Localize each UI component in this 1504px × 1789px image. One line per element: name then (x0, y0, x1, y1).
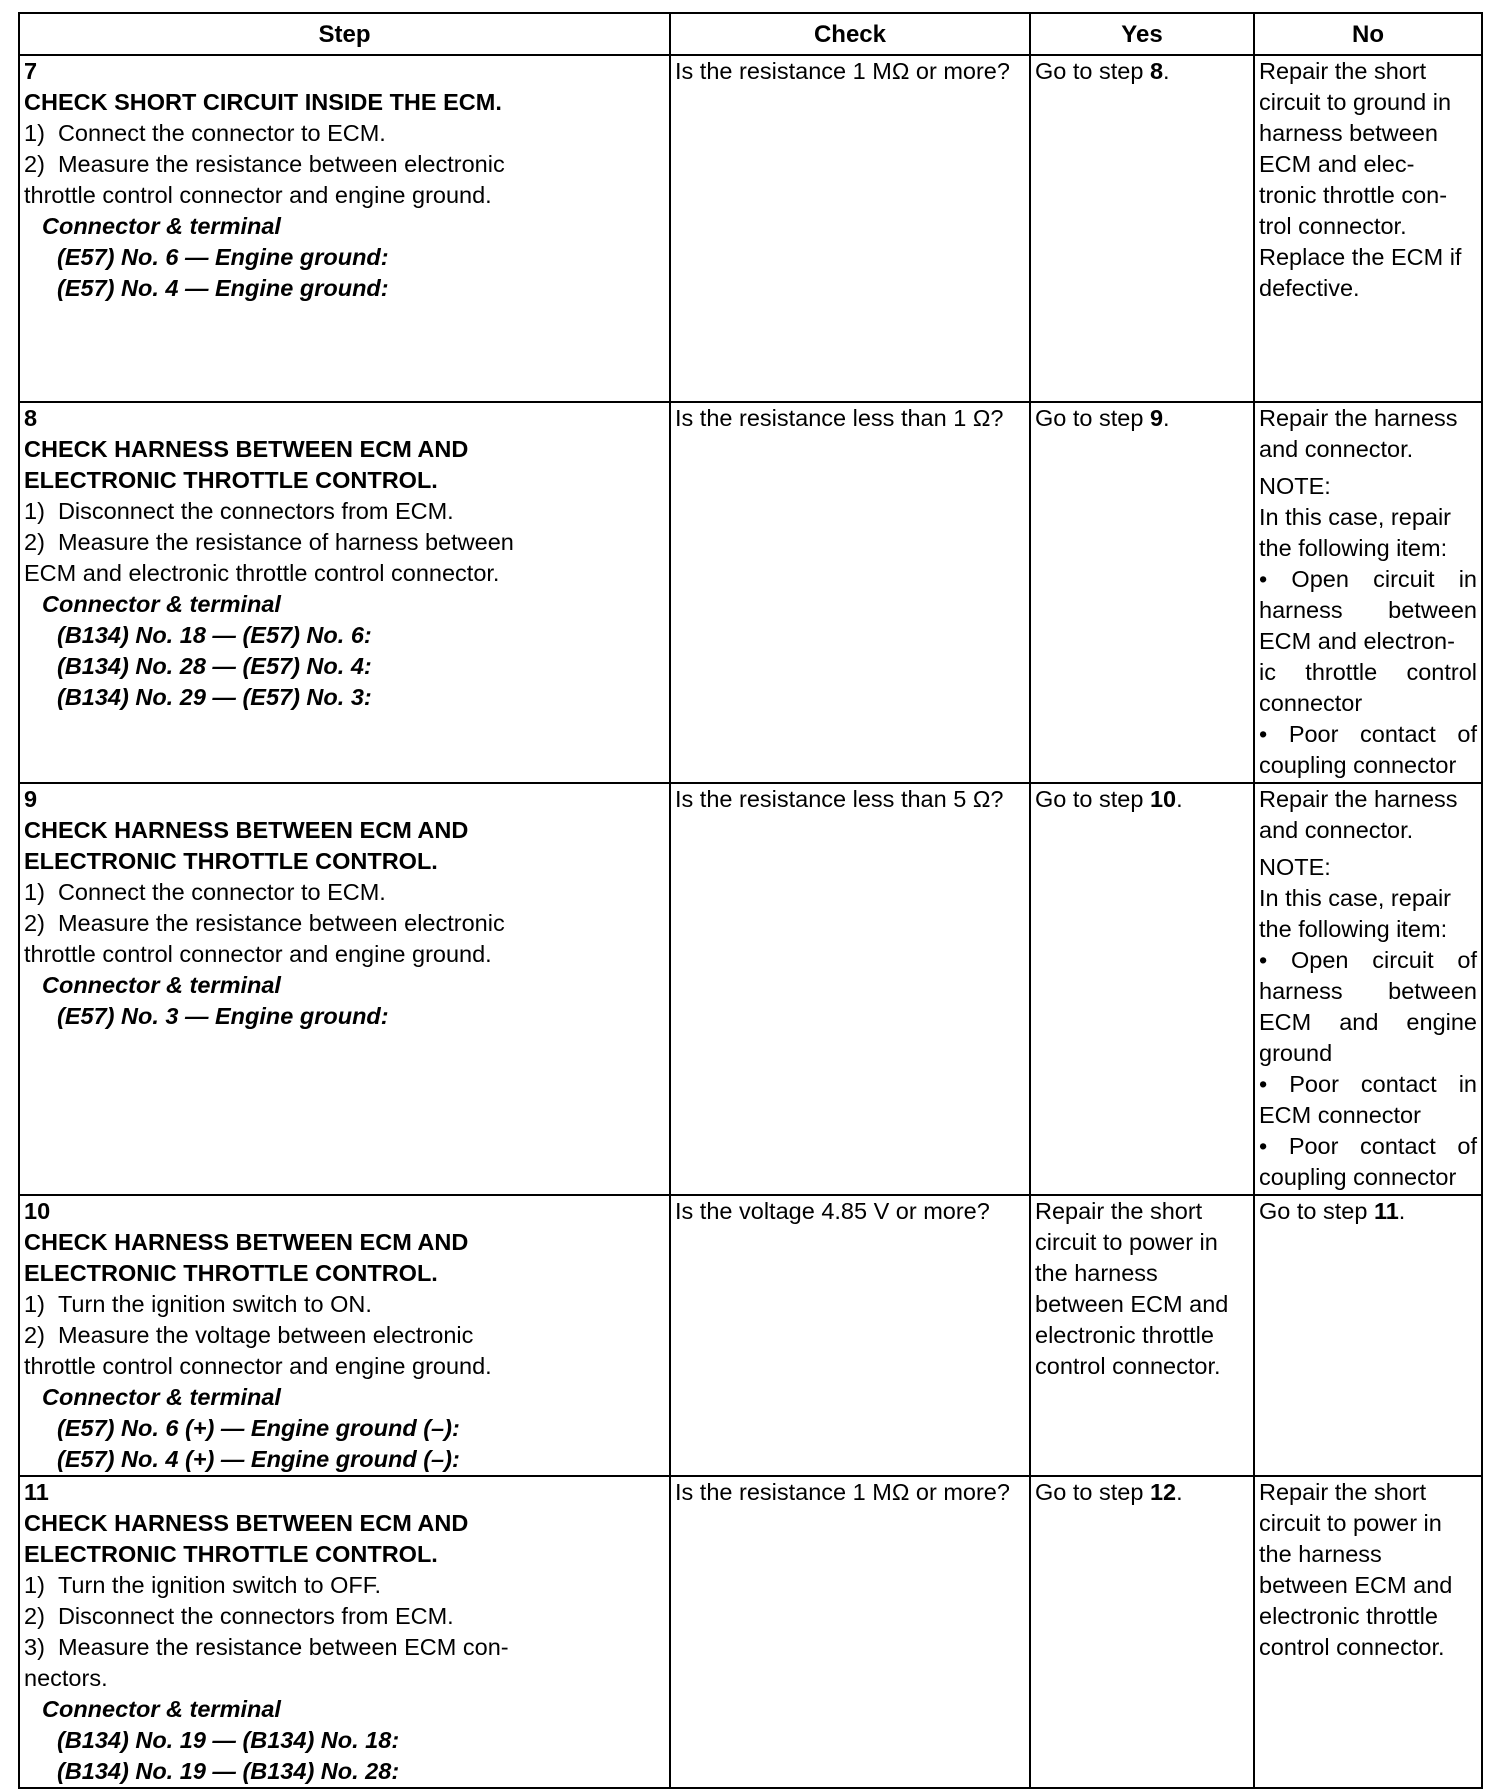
connector-terminal: (B134) No. 18 — (E57) No. 6: (57, 622, 372, 648)
yes-cell (1030, 55, 1254, 402)
no-line: In this case, repair (1259, 885, 1452, 911)
yes-step-number: 12 (1149, 1479, 1177, 1505)
connector-terminal: (E57) No. 4 — Engine ground: (57, 275, 389, 301)
step-line: 3) Measure the resistance between ECM con- (24, 1634, 509, 1660)
no-line: and connector. (1259, 817, 1414, 843)
step-line: 2) Disconnect the connectors from ECM. (24, 1603, 454, 1629)
no-line: • Poor contact of (1259, 721, 1477, 747)
step-line: throttle control connector and engine ground. (24, 941, 492, 967)
table-row (19, 55, 1482, 402)
no-cell (1254, 55, 1482, 402)
step-line: throttle control connector and engine ground. (24, 1353, 492, 1379)
step-line: 2) Measure the voltage between electronic (24, 1322, 474, 1348)
table-row (19, 402, 1482, 783)
table-row (19, 1476, 1482, 1788)
no-line: tronic throttle con- (1259, 182, 1448, 208)
yes-text: Go to step (1035, 405, 1150, 431)
step-line: nectors. (24, 1665, 108, 1691)
step-body (24, 434, 559, 713)
step-number: 10 (24, 1198, 51, 1224)
yes-suffix: . (1163, 405, 1170, 431)
no-cell (1254, 1195, 1482, 1476)
step-line: 1) Turn the ignition switch to ON. (24, 1291, 372, 1317)
no-line: the following item: (1259, 916, 1448, 942)
no-line: defective. (1259, 275, 1360, 301)
yes-cell: Repair the short circuit to power in the harness between ECM and electronic throttle control connector. (1030, 1195, 1254, 1476)
connector-terminal: (B134) No. 19 — (B134) No. 18: (57, 1727, 400, 1753)
step-cell (19, 783, 670, 1195)
step-number: 8 (24, 405, 38, 431)
step-title: CHECK HARNESS BETWEEN ECM AND ELECTRONIC THROTTLE CONTROL. (24, 817, 469, 874)
no-line: ic throttle control (1259, 659, 1477, 685)
no-line: ECM and elec- (1259, 151, 1415, 177)
step-cell (19, 402, 670, 783)
no-suffix: . (1398, 1198, 1406, 1224)
connector-terminal: (B134) No. 29 — (E57) No. 3: (57, 684, 372, 710)
connector-terminal: (E57) No. 4 (+) — Engine ground (–): (57, 1446, 460, 1472)
yes-text: Go to step (1035, 786, 1150, 812)
no-line: Repair the harness (1259, 786, 1458, 812)
step-line: 2) Measure the resistance between electronic (24, 910, 505, 936)
check-cell: Is the resistance 1 MΩ or more? (670, 55, 1030, 402)
step-line: 2) Measure the resistance between electronic (24, 151, 505, 177)
connector-terminal: (B134) No. 19 — (B134) No. 28: (57, 1758, 400, 1784)
header-step: Step (19, 13, 670, 55)
no-text: Go to step (1259, 1198, 1374, 1224)
no-line: harness between (1259, 978, 1477, 1004)
header-yes: Yes (1030, 13, 1254, 55)
no-line: • Poor contact in (1259, 1071, 1477, 1097)
step-number: 7 (24, 58, 38, 84)
diagnostic-table (18, 12, 1483, 1789)
no-cell (1254, 402, 1482, 783)
step-line: ECM and electronic throttle control connector. (24, 560, 500, 586)
table-row (19, 783, 1482, 1195)
no-line: coupling connector (1259, 752, 1457, 778)
step-line: 1) Disconnect the connectors from ECM. (24, 498, 454, 524)
connector-terminal: (E57) No. 6 — Engine ground: (57, 244, 389, 270)
table-row (19, 1195, 1482, 1476)
no-cell (1254, 783, 1482, 1195)
yes-suffix: . (1163, 58, 1170, 84)
no-line: harness between (1259, 597, 1477, 623)
step-title: CHECK SHORT CIRCUIT INSIDE THE ECM. (24, 89, 502, 115)
note-label: NOTE: (1259, 854, 1331, 880)
no-line: In this case, repair (1259, 504, 1452, 530)
no-line: Repair the harness (1259, 405, 1458, 431)
no-line: connector (1259, 690, 1363, 716)
yes-cell (1030, 783, 1254, 1195)
step-body (24, 87, 559, 304)
yes-step-number: 10 (1149, 786, 1177, 812)
connector-terminal-label: Connector & terminal (42, 213, 281, 239)
step-number: 9 (24, 786, 38, 812)
no-line: • Open circuit in (1259, 566, 1477, 592)
no-line: Replace the ECM if (1259, 244, 1462, 270)
connector-terminal: (E57) No. 3 — Engine ground: (57, 1003, 389, 1029)
step-title: CHECK HARNESS BETWEEN ECM AND ELECTRONIC THROTTLE CONTROL. (24, 1510, 469, 1567)
step-cell (19, 55, 670, 402)
header-check: Check (670, 13, 1030, 55)
no-line: harness between (1259, 120, 1438, 146)
step-body (24, 815, 559, 1032)
connector-terminal-label: Connector & terminal (42, 1384, 281, 1410)
connector-terminal-label: Connector & terminal (42, 1696, 281, 1722)
no-line: coupling connector (1259, 1164, 1457, 1190)
no-line: ECM connector (1259, 1102, 1421, 1128)
step-title: CHECK HARNESS BETWEEN ECM AND ELECTRONIC THROTTLE CONTROL. (24, 436, 469, 493)
no-cell: Repair the short circuit to power in the harness between ECM and electronic throttle control connector. (1254, 1476, 1482, 1788)
no-line: Repair the short (1259, 58, 1427, 84)
step-cell (19, 1476, 670, 1788)
yes-suffix: . (1176, 1479, 1183, 1505)
step-body (24, 1227, 559, 1475)
check-cell: Is the resistance 1 MΩ or more? (670, 1476, 1030, 1788)
connector-terminal: (E57) No. 6 (+) — Engine ground (–): (57, 1415, 460, 1441)
yes-suffix: . (1176, 786, 1183, 812)
connector-terminal-label: Connector & terminal (42, 591, 281, 617)
check-cell: Is the resistance less than 1 Ω? (670, 402, 1030, 783)
yes-cell (1030, 1476, 1254, 1788)
step-cell (19, 1195, 670, 1476)
no-line: trol connector. (1259, 213, 1407, 239)
yes-step-number: 8 (1149, 58, 1164, 84)
no-line: ECM and engine (1259, 1009, 1477, 1035)
header-no: No (1254, 13, 1482, 55)
no-line: • Poor contact of (1259, 1133, 1477, 1159)
yes-step-number: 9 (1149, 405, 1164, 431)
yes-text: Go to step (1035, 1479, 1150, 1505)
step-number: 11 (24, 1479, 49, 1505)
connector-terminal: (B134) No. 28 — (E57) No. 4: (57, 653, 372, 679)
connector-terminal-label: Connector & terminal (42, 972, 281, 998)
no-line: • Open circuit of (1259, 947, 1477, 973)
step-title: CHECK HARNESS BETWEEN ECM AND ELECTRONIC THROTTLE CONTROL. (24, 1229, 469, 1286)
no-line: ground (1259, 1040, 1333, 1066)
no-line: and connector. (1259, 436, 1414, 462)
step-line: 1) Connect the connector to ECM. (24, 879, 386, 905)
no-step-number: 11 (1373, 1198, 1399, 1224)
no-line: circuit to ground in (1259, 89, 1452, 115)
no-line: the following item: (1259, 535, 1448, 561)
no-line: ECM and electron- (1259, 628, 1455, 654)
note-label: NOTE: (1259, 473, 1331, 499)
step-body (24, 1508, 559, 1787)
yes-cell (1030, 402, 1254, 783)
header-row (19, 13, 1482, 55)
step-line: 1) Turn the ignition switch to OFF. (24, 1572, 381, 1598)
step-line: 1) Connect the connector to ECM. (24, 120, 386, 146)
check-cell: Is the resistance less than 5 Ω? (670, 783, 1030, 1195)
step-line: 2) Measure the resistance of harness between (24, 529, 514, 555)
yes-text: Go to step (1035, 58, 1150, 84)
check-cell: Is the voltage 4.85 V or more? (670, 1195, 1030, 1476)
step-line: throttle control connector and engine ground. (24, 182, 492, 208)
